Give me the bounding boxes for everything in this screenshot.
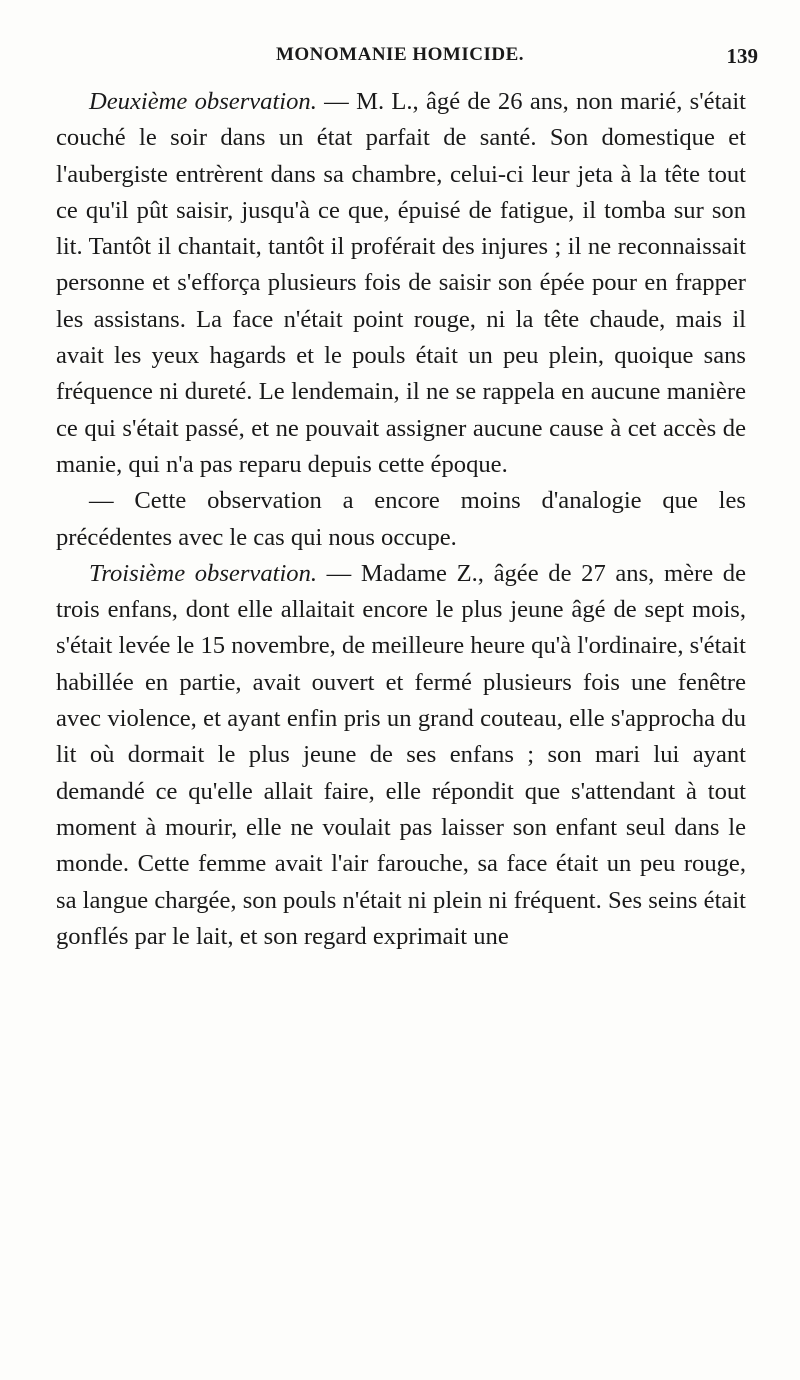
paragraph-text: — Madame Z., âgée de 27 ans, mère de trois enfans, dont elle allaitait encore le plus jeune âgé de sept mois, s'était levée le 15 novembre, de meilleure heure qu'à l'ordinaire, s'était habillée en partie, avait ouvert et fermé plusieurs fois une fenêtre avec violence, et ayant enfin pris un grand couteau, elle s'approcha du lit où dormait le plus jeune de ses enfans ; son mari lui ayant demandé ce qu'elle allait faire, elle répondit que s'attendant à tout moment à mourir, elle ne voulait pas laisser son enfant seul dans le monde. Cette femme avait l'air farouche, sa face était un peu rouge, sa langue chargée, son pouls n'était ni plein ni fréquent. Ses seins était gonflés par le lait, et son regard exprimait une xyxy=(56,559,746,950)
paragraph-comment xyxy=(56,483,746,556)
paragraph-third-observation xyxy=(56,556,746,955)
observation-heading: Troisième observation. xyxy=(89,559,318,587)
observation-heading: Deuxième observation. xyxy=(89,88,317,115)
running-head xyxy=(0,44,800,74)
paragraph-second-observation xyxy=(56,84,746,483)
page-number: 139 xyxy=(726,44,758,68)
running-title: MONOMANIE HOMICIDE. xyxy=(275,44,525,65)
body-text xyxy=(56,84,746,955)
paragraph-text: — M. L., âgé de 26 ans, non marié, s'était couché le soir dans un état parfait de santé. Son domestique et l'aubergiste entrèrent dans sa chambre, celui-ci leur jeta à la tête tout ce qu'il pût saisir, jusqu'à ce que, épuisé de fatigue, il tomba sur son lit. Tantôt il chantait, tantôt il proférait des injures ; il ne reconnaissait personne et s'efforça plusieurs fois de saisir son épée pour en frapper les assistans. La face n'était point rouge, ni la tête chaude, mais il avait les yeux hagards et le pouls était un peu plein, quoique sans fréquence ni dureté. Le lendemain, il ne se rappela en aucune manière ce qui s'était passé, et ne pouvait assigner aucune cause à cet accès de manie, qui n'a pas reparu depuis cette époque. xyxy=(56,88,746,478)
paragraph-text: — Cette observation a encore moins d'analogie que les précédentes avec le cas qui nous occupe. xyxy=(56,487,746,551)
